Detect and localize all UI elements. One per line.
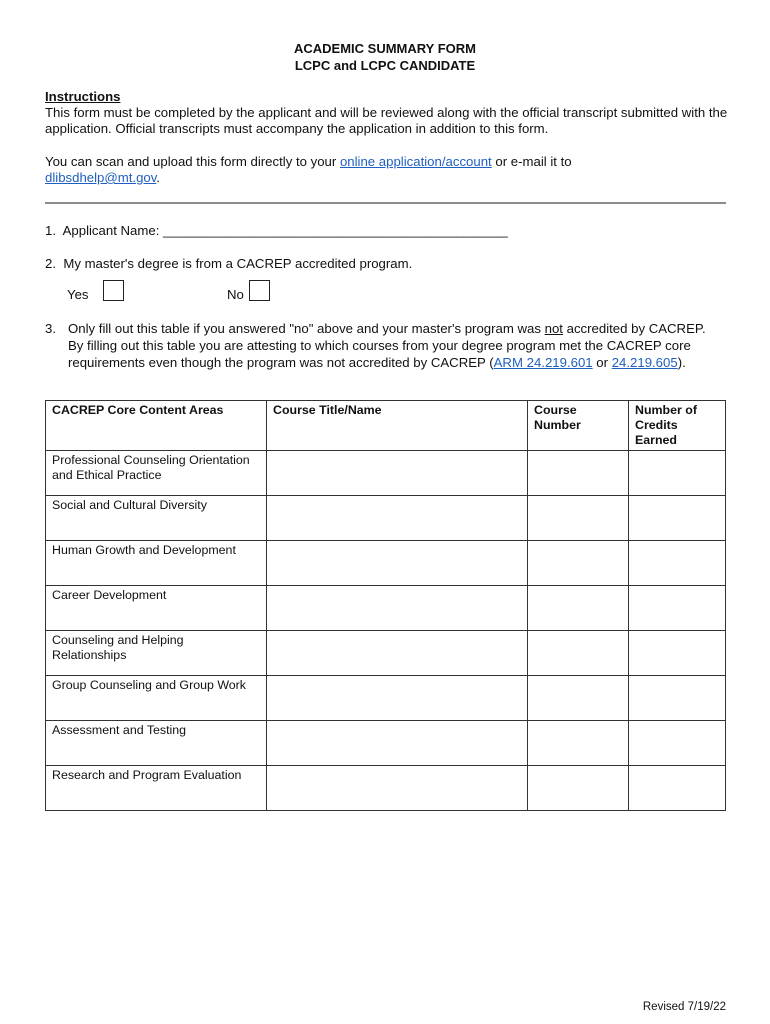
course-number-cell[interactable]: [528, 766, 629, 811]
table-row: [46, 631, 726, 676]
credits-cell[interactable]: [629, 631, 726, 676]
table-row: [46, 541, 726, 586]
question-2-number: 2.: [45, 256, 56, 271]
course-title-cell[interactable]: [267, 496, 528, 541]
question-3-text: [68, 320, 718, 371]
form-title-line1: ACADEMIC SUMMARY FORM: [294, 41, 476, 56]
course-title-cell[interactable]: [267, 586, 528, 631]
yes-label: Yes: [67, 287, 89, 302]
yes-checkbox[interactable]: [103, 280, 124, 301]
table-row: [46, 766, 726, 811]
course-title-cell[interactable]: [267, 541, 528, 586]
question-2-text: My master's degree is from a CACREP accredited program.: [63, 256, 413, 271]
table-row: [46, 721, 726, 766]
credits-cell[interactable]: [629, 721, 726, 766]
table-row: [46, 586, 726, 631]
question-applicant-name: [45, 222, 725, 239]
course-title-cell[interactable]: [267, 721, 528, 766]
course-number-cell[interactable]: [528, 496, 629, 541]
applicant-name-field[interactable]: Applicant Name: _______________________________________________: [62, 223, 508, 238]
content-area-cell: Assessment and Testing: [46, 721, 267, 766]
credits-cell[interactable]: [629, 451, 726, 496]
content-area-cell: Counseling and Helping Relationships: [46, 631, 267, 676]
section-divider: [45, 202, 726, 204]
arm-605-link[interactable]: 24.219.605: [611, 355, 678, 370]
form-title: [0, 40, 770, 74]
instructions-para2-suffix: .: [156, 170, 161, 185]
q3-text-part4: ).: [677, 355, 686, 370]
revision-date: Revised 7/19/22: [642, 1001, 726, 1013]
instructions-paragraph-1: This form must be completed by the applicant and will be reviewed along with the official transcript submitted with the application. Official transcripts must accompany the application in addition to this form.: [45, 105, 728, 136]
table-header-row: [46, 401, 726, 451]
credits-cell[interactable]: [629, 541, 726, 586]
instructions-paragraph-2: [45, 154, 735, 186]
q3-not-word: not: [544, 321, 563, 336]
course-number-cell[interactable]: [528, 631, 629, 676]
course-title-cell[interactable]: [267, 451, 528, 496]
table-row: [46, 496, 726, 541]
table-row: [46, 676, 726, 721]
yes-no-options: [67, 280, 317, 304]
q3-text-part1: Only fill out this table if you answered "no" above and your master's program was: [68, 321, 545, 336]
header-course-title: Course Title/Name: [267, 401, 528, 451]
credits-cell[interactable]: [629, 766, 726, 811]
content-area-cell: Group Counseling and Group Work: [46, 676, 267, 721]
content-area-cell: Social and Cultural Diversity: [46, 496, 267, 541]
header-core-content-areas: CACREP Core Content Areas: [46, 401, 267, 451]
course-title-cell[interactable]: [267, 631, 528, 676]
instructions-para2-prefix: You can scan and upload this form directly to your: [45, 154, 340, 169]
question-cacrep: [45, 255, 725, 272]
header-credits-earned: Number of Credits Earned: [629, 401, 726, 451]
cacrep-course-table: [45, 400, 726, 811]
header-course-number: Course Number: [528, 401, 629, 451]
instructions-para2-middle: or e-mail it to: [491, 154, 572, 169]
course-number-cell[interactable]: [528, 541, 629, 586]
q3-text-part2: accredited by CACREP. By filling out this table you are attesting to which courses from your degree program met the CACREP core requirements even though the program was not accredited by CACREP (: [68, 321, 706, 370]
content-area-cell: Career Development: [46, 586, 267, 631]
no-label: No: [227, 287, 244, 302]
form-title-line2: LCPC and LCPC CANDIDATE: [294, 58, 476, 73]
question-1-number: 1.: [45, 223, 56, 238]
content-area-cell: Research and Program Evaluation: [46, 766, 267, 811]
credits-cell[interactable]: [629, 496, 726, 541]
arm-601-link[interactable]: ARM 24.219.601: [493, 355, 593, 370]
q3-text-part3: or: [592, 355, 612, 370]
course-number-cell[interactable]: [528, 721, 629, 766]
table-row: [46, 451, 726, 496]
question-3-number: 3.: [45, 321, 56, 336]
instructions-section: [45, 89, 735, 186]
course-number-cell[interactable]: [528, 586, 629, 631]
content-area-cell: Professional Counseling Orientation and Ethical Practice: [46, 451, 267, 496]
content-area-cell: Human Growth and Development: [46, 541, 267, 586]
credits-cell[interactable]: [629, 676, 726, 721]
credits-cell[interactable]: [629, 586, 726, 631]
email-link[interactable]: dlibsdhelp@mt.gov: [45, 170, 157, 185]
instructions-heading: Instructions: [45, 89, 121, 104]
course-number-cell[interactable]: [528, 676, 629, 721]
course-title-cell[interactable]: [267, 766, 528, 811]
no-checkbox[interactable]: [249, 280, 270, 301]
course-title-cell[interactable]: [267, 676, 528, 721]
course-number-cell[interactable]: [528, 451, 629, 496]
online-application-link[interactable]: online application/account: [339, 154, 492, 169]
